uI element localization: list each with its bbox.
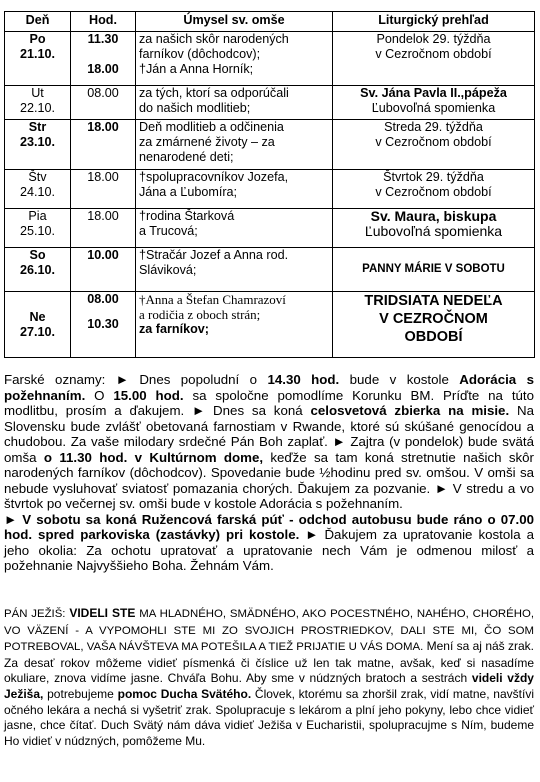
liturgy-cell: [333, 32, 535, 86]
day-cell: [5, 170, 71, 209]
announcement-time: 15.00 hod.: [113, 387, 184, 403]
intention-cell: [136, 248, 333, 292]
liturgy-line: Štvrtok 29. týždňa: [383, 170, 484, 184]
liturgy-line: Sv. Maura, biskupa: [370, 208, 497, 224]
table-row: [5, 209, 535, 248]
hour-cell: [71, 86, 136, 120]
liturgy-line: v Cezročnom období: [375, 135, 492, 149]
announcement-text: O: [85, 387, 114, 403]
intention-cell: [136, 32, 333, 86]
liturgy-cell: [333, 209, 535, 248]
mass-time: 08.00: [87, 292, 119, 306]
header-day: Deň: [5, 12, 71, 32]
intention-line: a rodičia z oboch strán;: [139, 307, 261, 322]
table-row: [5, 120, 535, 170]
liturgy-line: Streda 29. týždňa: [384, 120, 483, 134]
reflection-text-span: PÁN JEŽIŠ:: [4, 608, 70, 620]
liturgy-line: TRIDSIATA NEDEĽA: [364, 293, 503, 309]
intention-line: Deň modlitieb a odčinenia: [139, 120, 284, 134]
reflection-text: [4, 606, 534, 749]
intention-line: Sláviková;: [139, 263, 197, 277]
intention-line: za farníkov;: [139, 322, 209, 336]
announcement-text: sa spoločne pomodlíme Korunku BM. Príďte na túto modlitbu, prosím a ďakujem. ► Dnes sa koná: [4, 387, 535, 418]
day-date: 21.10.: [19, 47, 55, 61]
parish-announcements: [4, 372, 534, 574]
reflection-paragraph: [4, 606, 534, 749]
table-row: [5, 86, 535, 120]
mass-time: 11.30: [87, 32, 119, 46]
mass-time: 18.00: [87, 170, 119, 184]
announcement-time: 14.30 hod.: [267, 372, 340, 387]
intention-line: Jána a Ľubomíra;: [139, 185, 238, 199]
day-cell: [5, 32, 71, 86]
announcement-paragraph: [4, 372, 534, 512]
header-liturgy: Liturgický prehľad: [333, 12, 535, 32]
announcement-text: ► Ďakujem za upratovanie kostola a jeho okolia: Za ochotu upratovať a upratovanie nech Vám je odmenou milosť a požehnanie Najvyššieho Boha. Žehnám Vám.: [4, 527, 534, 573]
announcement-highlight: celosvetová zbierka na misie.: [310, 403, 510, 418]
intention-line: nenarodené deti;: [139, 150, 234, 164]
day-cell: [5, 248, 71, 292]
day-name: So: [29, 248, 46, 262]
mass-time: 10.00: [87, 248, 119, 262]
header-hour: Hod.: [71, 12, 136, 32]
liturgy-cell: [333, 170, 535, 209]
day-name: Ut: [31, 86, 44, 100]
table-row: [5, 248, 535, 292]
liturgy-cell: [333, 248, 535, 292]
hour-cell: [71, 170, 136, 209]
mass-time: 10.30: [87, 317, 119, 331]
intention-line: za zmárnené životy – za: [139, 135, 275, 149]
day-cell: [5, 86, 71, 120]
day-cell: [5, 292, 71, 358]
reflection-text-span: Mení sa aj náš zrak. Za desať rokov môžeme vidieť písmenká či číslice už len tak matne, avšak, keď si nasadíme okuliare, znova vidíme jasne. Chváľa Bohu. Aby sme v núdzných bratoch a sestrách: [4, 639, 534, 686]
liturgy-cell: [333, 292, 535, 358]
intention-line: za našich skôr narodených: [139, 32, 289, 46]
intention-line: za tých, ktorí sa odporúčali: [139, 86, 289, 100]
table-header-row: [5, 12, 535, 32]
hour-cell: [71, 292, 136, 358]
reflection-highlight: VIDELI STE: [69, 606, 136, 620]
table-row: [5, 292, 535, 358]
reflection-text-span: potrebujeme: [43, 686, 118, 701]
liturgy-cell: [333, 120, 535, 170]
hour-cell: [71, 248, 136, 292]
intention-line: †Ján a Anna Horník;: [139, 62, 254, 76]
announcement-paragraph: [4, 512, 534, 574]
liturgy-line: OBDOBÍ: [404, 329, 463, 345]
reflection-highlight: videli vždy Ježiša,: [4, 671, 534, 701]
intention-cell: [136, 292, 333, 358]
intention-cell: [136, 86, 333, 120]
header-intention: Úmysel sv. omše: [136, 12, 333, 32]
intention-cell: [136, 120, 333, 170]
announcement-text: keďže sa tam koná stretnutie našich skôr narodených farníkov (dôchodcov). Spovedanie bude ½hodinu pred sv. omšou. V omši sa nebude vysluhovať sviatosť pomazania chorých. Ďakujem za pozvanie. ► V stredu a vo štvrtok po večernej sv. omši bude v kostole Adorácia s požehnaním.: [4, 449, 534, 511]
mass-time: 08.00: [87, 86, 119, 100]
announcement-text: Farské oznamy: ► Dnes popoludní o: [4, 372, 268, 387]
hour-cell: [71, 32, 136, 86]
day-date: 22.10.: [19, 101, 55, 115]
day-name: Ne: [29, 309, 46, 324]
liturgy-line: V CEZROČNOM: [379, 311, 488, 327]
reflection-text-span: MA HLADNÉHO, SMÄDNÉHO, AKO POCESTNÉHO, NAHÉHO, CHORÉHO, VO VÄZENÍ - A VYPOMOHLI STE MI ZO SVOJICH PROSTRIEDKOV, DALI STE MI, ČO SOM POTREBOVAL, VAŠA NÁVŠTEVA MA POTEŠILA A TIEŽ PRIJATIE U VÁS DOMA.: [4, 608, 535, 654]
liturgy-line: Ľubovoľná spomienka: [364, 223, 503, 239]
intention-line: do našich modlitieb;: [139, 101, 251, 115]
mass-time: 18.00: [87, 62, 119, 76]
reflection-highlight: pomoc Ducha Svätého.: [117, 686, 252, 701]
liturgy-line: PANNY MÁRIE V SOBOTU: [362, 263, 505, 275]
announcement-highlight: Adorácia s požehnaním.: [4, 372, 535, 403]
intention-line: farníkov (dôchodcov);: [139, 47, 261, 61]
announcement-text: bude v kostole: [339, 372, 460, 387]
liturgy-line: Ľubovoľná spomienka: [371, 101, 496, 115]
intention-line: †Anna a Štefan Chamrazoví: [139, 292, 286, 307]
day-date: 25.10.: [19, 224, 55, 238]
day-date: 26.10.: [19, 263, 55, 277]
table-row: [5, 170, 535, 209]
intention-line: †rodina Štarková: [139, 209, 235, 223]
announcement-highlight: ► V sobotu sa koná Ružencová farská púť - odchod autobusu bude ráno o 07.00 hod. spred parkoviska (zastávky) pri kostole.: [4, 511, 534, 542]
intention-cell: [136, 209, 333, 248]
intention-line: a Trucová;: [139, 224, 198, 238]
day-cell: [5, 209, 71, 248]
reflection-text-span: Človek, ktorému sa zhoršil zrak, vidí matne, navštívi očného lekára a nechá si vyšetriť zrak. Spolupracuje s lekárom a plní jeho pokyny, lebo chce vidieť jasne, chce čítať. Duch Svätý nám dáva vidieť Ježiša v Eucharistii, spolupracujme s Ním, budeme Ho vidieť v núdzných, pomôžeme Mu.: [4, 686, 534, 748]
mass-time: 18.00: [87, 120, 119, 134]
day-date: 24.10.: [19, 185, 55, 199]
liturgy-line: v Cezročnom období: [375, 185, 492, 199]
day-name: Str: [28, 120, 47, 134]
day-name: Štv: [28, 170, 47, 184]
day-date: 27.10.: [19, 324, 55, 339]
hour-cell: [71, 209, 136, 248]
intention-line: †Stračár Jozef a Anna rod.: [139, 248, 289, 262]
mass-time: 18.00: [87, 209, 119, 223]
day-name: Pia: [28, 209, 47, 223]
liturgy-line: v Cezročnom období: [375, 47, 492, 61]
liturgy-line: Sv. Jána Pavla II.,pápeža: [360, 86, 507, 100]
announcement-highlight: o 11.30 hod. v Kultúrnom dome,: [43, 449, 264, 465]
liturgy-line: Pondelok 29. týždňa: [376, 32, 491, 46]
intention-line: †spolupracovníkov Jozefa,: [139, 170, 289, 184]
announcement-text: Na Slovensku bude zvlášť obetovaná farnostiam v Rwande, ktoré sú skúšané genocídou a chudobou. Za vaše milodary srdečné Pán Boh zaplať. ► Zajtra (v pondelok) bude svätá omša: [4, 403, 534, 465]
table-row: [5, 32, 535, 86]
intention-cell: [136, 170, 333, 209]
mass-schedule-table: [4, 11, 535, 358]
liturgy-cell: [333, 86, 535, 120]
hour-cell: [71, 120, 136, 170]
day-name: Po: [29, 32, 46, 46]
day-cell: [5, 120, 71, 170]
day-date: 23.10.: [19, 135, 55, 149]
